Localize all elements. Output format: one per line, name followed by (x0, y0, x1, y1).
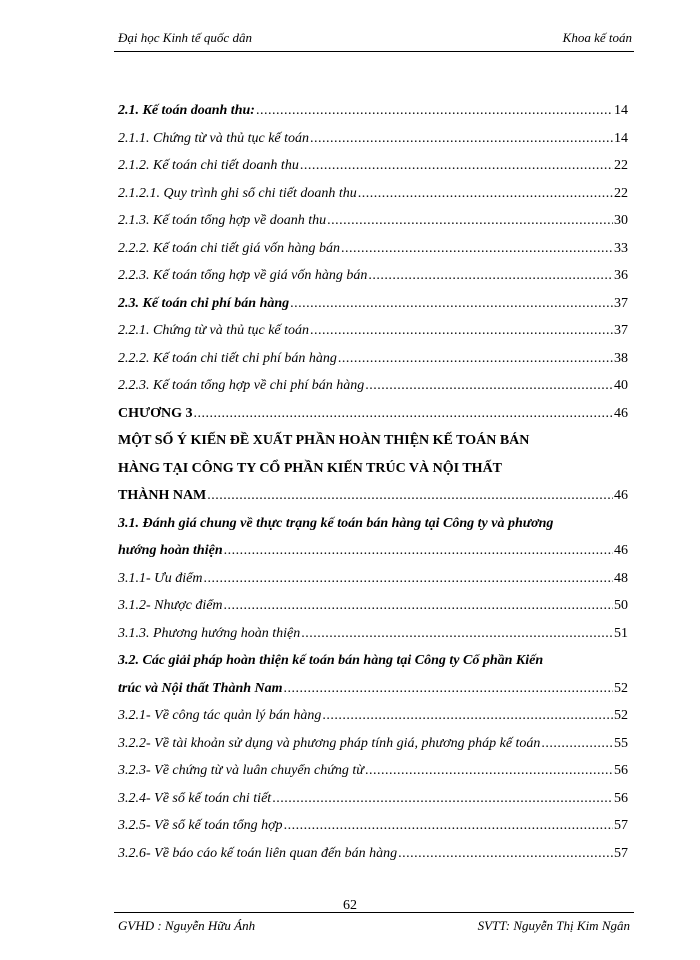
toc-leader-dots (301, 624, 613, 644)
toc-entry-title: hướng hoàn thiện (118, 543, 223, 558)
toc-leader-dots (327, 211, 613, 231)
toc-entry-title: 3.2. Các giải pháp hoàn thiện kế toán bán hàng tại Công ty Cổ phần Kiến (118, 653, 544, 668)
toc-leader-dots (338, 349, 613, 369)
toc-entry-title: 2.1.2. Kế toán chi tiết doanh thu (118, 158, 299, 173)
toc-entry-page: 50 (614, 598, 628, 613)
toc-entry-title: 3.1.2- Nhược điểm (118, 598, 223, 613)
toc-entry-title: 3.2.2- Về tài khoản sử dụng và phương pháp tính giá, phương pháp kế toán (118, 735, 541, 751)
toc-leader-dots (365, 376, 613, 396)
toc-entry-page: 52 (614, 680, 628, 696)
toc-leader-dots (272, 789, 613, 809)
toc-entry[interactable] (118, 233, 628, 259)
toc-entry-title: 3.1.3. Phương hướng hoàn thiện (118, 625, 301, 641)
toc-entry-title: 2.1.3. Kế toán tổng hợp về doanh thu (118, 213, 327, 228)
toc-entry[interactable] (118, 178, 628, 204)
toc-leader-dots (358, 184, 613, 204)
toc-entry-title: 3.2.6- Về báo cáo kế toán liên quan đến bán hàng (118, 845, 398, 861)
page-number: 62 (343, 898, 357, 913)
toc-entry-title: CHƯƠNG 3 (118, 405, 193, 421)
toc-entry-page: 48 (614, 570, 628, 586)
toc-entry[interactable] (118, 480, 628, 506)
toc-leader-dots (207, 486, 613, 506)
toc-leader-dots (284, 816, 613, 836)
toc-entry-title: 2.2.3. Kế toán tổng hợp về chi phí bán hàng (118, 378, 365, 393)
toc-entry-title: 2.1. Kế toán doanh thu: (118, 103, 255, 118)
toc-entry-page: 30 (614, 213, 628, 228)
toc-entry[interactable] (118, 453, 628, 479)
toc-entry-page: 33 (614, 240, 628, 256)
toc-entry[interactable] (118, 508, 628, 534)
toc-leader-dots (341, 239, 613, 259)
toc-entry-title: 3.2.3- Về chứng từ và luân chuyển chứng từ (118, 763, 364, 778)
toc-leader-dots (398, 844, 613, 864)
toc-entry-title: 2.1.2.1. Quy trình ghi sổ chi tiết doanh thu (118, 185, 357, 201)
toc-entry-title: 2.3. Kế toán chi phí bán hàng (118, 295, 290, 311)
toc-entry-page: 36 (614, 268, 628, 283)
toc-entry[interactable] (118, 150, 628, 176)
toc-entry-page: 56 (614, 790, 628, 806)
toc-entry-page: 51 (614, 625, 628, 641)
toc-entry[interactable] (118, 810, 628, 836)
toc-entry-page: 22 (614, 158, 628, 173)
toc-leader-dots (300, 156, 613, 176)
toc-entry-page: 37 (614, 295, 628, 311)
toc-entry[interactable] (118, 590, 628, 616)
toc-entry-title: 2.2.1. Chứng từ và thủ tục kế toán (118, 323, 310, 338)
toc-leader-dots (368, 266, 613, 286)
toc-entry[interactable] (118, 398, 628, 424)
toc-entry[interactable] (118, 700, 628, 726)
toc-entry[interactable] (118, 755, 628, 781)
toc-entry[interactable] (118, 260, 628, 286)
toc-entry[interactable] (118, 838, 628, 864)
toc-entry-page: 37 (614, 323, 628, 338)
toc-entry-page: 14 (614, 103, 628, 118)
toc-entry[interactable] (118, 673, 628, 699)
footer-advisor: GVHD : Nguyễn Hữu Ánh (118, 918, 256, 933)
toc-leader-dots (224, 596, 613, 616)
toc-entry-title: 2.2.2. Kế toán chi tiết chi phí bán hàng (118, 350, 337, 366)
toc-entry-title: 2.2.2. Kế toán chi tiết giá vốn hàng bán (118, 240, 341, 256)
toc-entry-title: 3.1. Đánh giá chung về thực trạng kế toán bán hàng tại Công ty và phương (118, 515, 554, 531)
toc-entry-page: 22 (614, 185, 628, 201)
toc-entry-title: HÀNG TẠI CÔNG TY CỔ PHẦN KIẾN TRÚC VÀ NỘI THẤT (118, 460, 503, 476)
toc-entry-page: 56 (614, 763, 628, 778)
toc-leader-dots (194, 404, 613, 424)
toc-entry[interactable] (118, 563, 628, 589)
toc-entry-title: trúc và Nội thất Thành Nam (118, 680, 283, 696)
toc-entry-page: 14 (614, 130, 628, 146)
toc-leader-dots (365, 761, 613, 781)
toc-entry-page: 40 (614, 378, 628, 393)
toc-leader-dots (310, 129, 613, 149)
toc-entry[interactable] (118, 343, 628, 369)
toc-leader-dots (203, 569, 613, 589)
toc-entry[interactable] (118, 425, 628, 451)
toc-entry[interactable] (118, 315, 628, 341)
toc-entry-title: 3.2.5- Về sổ kế toán tổng hợp (118, 818, 283, 833)
toc-leader-dots (541, 734, 613, 754)
toc-entry-title: 3.2.4- Về sổ kế toán chi tiết (118, 790, 272, 806)
footer-rule (114, 912, 634, 913)
header-rule (114, 51, 634, 52)
toc-entry[interactable] (118, 123, 628, 149)
toc-entry[interactable] (118, 288, 628, 314)
toc-entry-page: 46 (614, 405, 628, 421)
toc-entry-page: 38 (614, 350, 628, 366)
toc-entry-title: 3.2.1- Về công tác quản lý bán hàng (118, 708, 322, 723)
toc-entry-page: 46 (614, 488, 628, 503)
toc-entry[interactable] (118, 783, 628, 809)
toc-entry-title: THÀNH NAM (118, 488, 207, 503)
toc-entry-page: 46 (614, 543, 628, 558)
footer-student: SVTT: Nguyễn Thị Kim Ngân (477, 918, 630, 933)
toc-entry-page: 52 (614, 708, 628, 723)
toc-entry-title: 2.1.1. Chứng từ và thủ tục kế toán (118, 130, 310, 146)
toc-entry-title: MỘT SỐ Ý KIẾN ĐỀ XUẤT PHẦN HOÀN THIỆN KẾ TOÁN BÁN (118, 433, 530, 448)
toc-leader-dots (256, 101, 613, 121)
toc-entry-title: 3.1.1- Ưu điểm (118, 570, 203, 586)
header-university: Đại học Kinh tế quốc dân (118, 30, 252, 45)
toc-entry-page: 57 (614, 818, 628, 833)
toc-leader-dots (310, 321, 613, 341)
toc-entry-page: 57 (614, 845, 628, 861)
header-faculty: Khoa kế toán (562, 30, 632, 45)
toc-entry[interactable] (118, 370, 628, 396)
toc-entry[interactable] (118, 618, 628, 644)
toc-leader-dots (290, 294, 613, 314)
toc-entry[interactable] (118, 728, 628, 754)
toc-leader-dots (284, 679, 613, 699)
toc-entry[interactable] (118, 535, 628, 561)
toc-leader-dots (224, 541, 613, 561)
toc-entry[interactable] (118, 95, 628, 121)
toc-entry[interactable] (118, 645, 628, 671)
toc-entry-page: 55 (614, 735, 628, 751)
toc-leader-dots (322, 706, 613, 726)
toc-entry[interactable] (118, 205, 628, 231)
toc-entry-title: 2.2.3. Kế toán tổng hợp về giá vốn hàng bán (118, 268, 368, 283)
